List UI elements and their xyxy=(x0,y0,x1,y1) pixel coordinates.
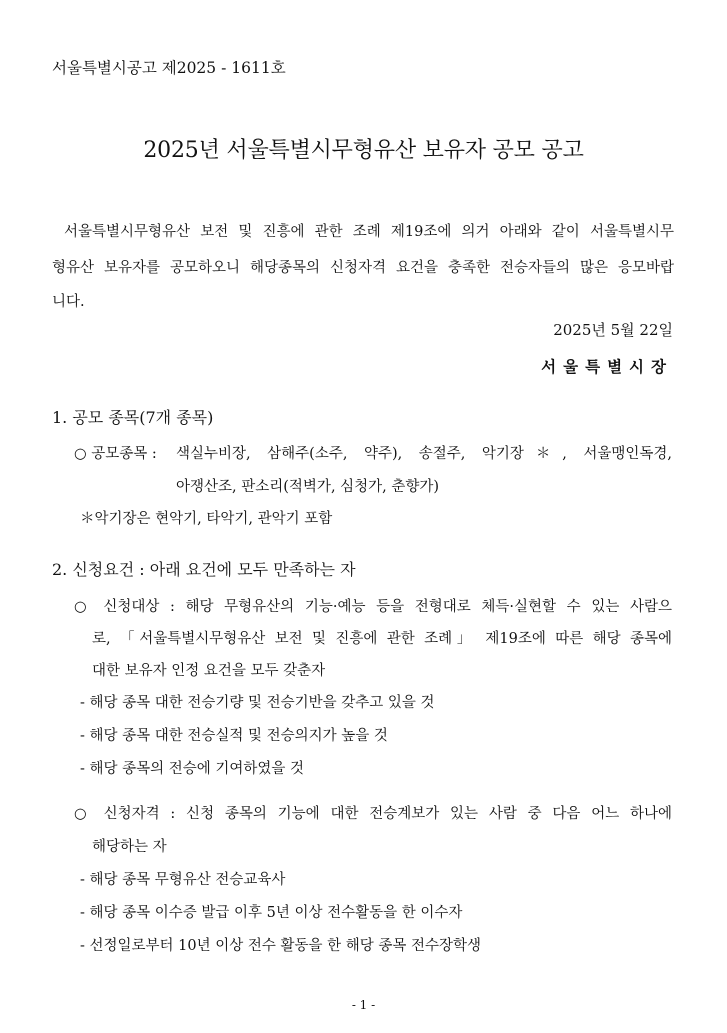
notice-number: 서울특별시공고 제2025 - 1611호 xyxy=(52,59,286,77)
intro-line-1: 서울특별시무형유산 보전 및 진흥에 관한 조례 제19조에 의거 아래와 같이 서울특별시무 xyxy=(64,224,674,240)
section-2-heading: 2. 신청요건 : 아래 요건에 모두 만족하는 자 xyxy=(52,560,356,579)
list-item: - 해당 종목 무형유산 전승교육사 xyxy=(80,872,286,888)
section-1-items-line-2: 아쟁산조, 판소리(적벽가, 심청가, 춘향가) xyxy=(176,479,440,495)
section-1-items-line-1: 색실누비장, 삼해주(소주, 약주), 송절주, 악기장＊, 서울맹인독경, xyxy=(176,446,672,462)
list-item: - 해당 종목의 전승에 기여하였을 것 xyxy=(80,761,305,777)
list-item: - 해당 종목 대한 전승실적 및 전승의지가 높을 것 xyxy=(80,728,388,744)
list-item: - 해당 종목 대한 전승기량 및 전승기반을 갖추고 있을 것 xyxy=(80,695,435,711)
announcement-date: 2025년 5월 22일 xyxy=(553,321,673,339)
section-1-heading: 1. 공모 종목(7개 종목) xyxy=(52,408,214,427)
list-item: - 해당 종목 이수증 발급 이후 5년 이상 전수활동을 한 이수자 xyxy=(80,905,463,921)
section-2-qual-line-1: ○ 신청자격 : 신청 종목의 기능에 대한 전승계보가 있는 사람 중 다음 어느 하나에 xyxy=(74,806,672,822)
section-2-qual-line-2: 해당하는 자 xyxy=(92,839,167,855)
section-2-target-line-3: 대한 보유자 인정 요건을 모두 갖춘자 xyxy=(92,663,326,679)
intro-line-3: 니다. xyxy=(52,294,85,310)
intro-line-2: 형유산 보유자를 공모하오니 해당종목의 신청자격 요건을 충족한 전승자들의 많은 응모바랍 xyxy=(52,260,674,276)
section-2-target-line-2: 로, 「서울특별시무형유산 보전 및 진흥에 관한 조례」 제19조에 따른 해당 종목에 xyxy=(92,631,672,647)
section-1-items-label: ○ 공모종목 : xyxy=(74,446,157,462)
section-1-note: ＊악기장은 현악기, 타악기, 관악기 포함 xyxy=(80,511,333,527)
section-2-target-line-1: ○ 신청대상 : 해당 무형유산의 기능·예능 등을 전형대로 체득·실현할 수 있는 사람으 xyxy=(74,599,672,615)
issuer-name: 서울특별시장 xyxy=(541,357,673,376)
page-title: 2025년 서울특별시무형유산 보유자 공모 공고 xyxy=(143,138,584,163)
page-number: - 1 - xyxy=(351,998,376,1012)
list-item: - 선정일로부터 10년 이상 전수 활동을 한 해당 종목 전수장학생 xyxy=(80,938,481,954)
intro-paragraph xyxy=(52,220,674,310)
